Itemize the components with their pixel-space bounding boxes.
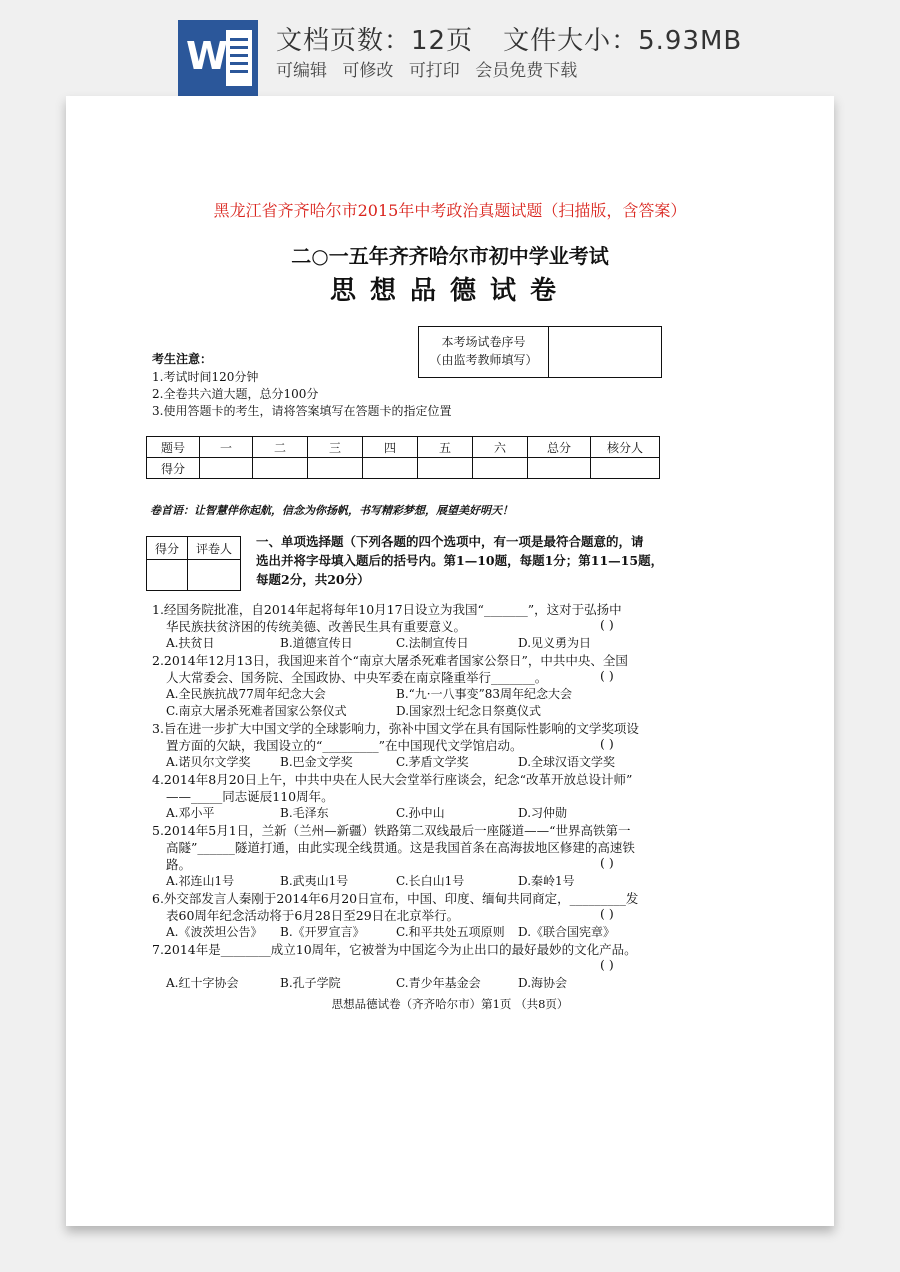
option: D.习仲勋: [518, 806, 568, 820]
exam-subject-title: 思想品德试卷: [329, 276, 570, 306]
option: B.毛泽东: [280, 806, 329, 820]
document-page[interactable]: [66, 96, 834, 1226]
word-icon-letter: W: [186, 34, 228, 78]
option: C.南京大屠杀死难者国家公祭仪式: [166, 704, 347, 718]
document-red-title: 黑龙江省齐齐哈尔市2015年中考政治真题试题（扫描版，含答案）: [213, 201, 687, 220]
notice-item: 2.全卷共六道大题，总分100分: [152, 387, 319, 401]
option: B.巴金文学奖: [280, 755, 353, 769]
question-text: 路。: [166, 857, 192, 872]
option: A.诺贝尔文学奖: [166, 755, 251, 769]
option: D.海协会: [518, 976, 568, 990]
question-text: 4.2014年8月20日上午，中共中央在人民大会堂举行座谈会，纪念“改革开放总设计师”: [152, 772, 633, 787]
option: B.武夷山1号: [280, 874, 349, 888]
score-table: [146, 436, 660, 479]
feature-item: 可修改: [342, 61, 394, 81]
seat-number-box: [418, 326, 662, 378]
question-text: 7.2014年是________成立10周年，它被誉为中国迄今为止出口的最好最妙的文化产品。: [152, 942, 637, 957]
feature-list: [276, 56, 587, 81]
notice-item: 3.使用答题卡的考生，请将答案填写在答题卡的指定位置: [152, 404, 452, 418]
option: C.长白山1号: [396, 874, 465, 888]
option: A.全民族抗战77周年纪念大会: [166, 687, 326, 701]
answer-paren: ( ): [600, 855, 614, 870]
score-header-cell: 核分人: [591, 437, 660, 458]
grader-box: [146, 536, 241, 591]
score-header-cell: 六: [473, 437, 528, 458]
option: C.法制宣传日: [396, 636, 469, 650]
option: B.孔子学院: [280, 976, 341, 990]
seat-label: 本考场试卷序号: [441, 335, 526, 349]
file-size: 文件大小：5.93MB: [503, 26, 743, 56]
option: D.《联合国宪章》: [518, 925, 616, 939]
score-table-header-row: [147, 437, 660, 458]
option: D.全球汉语文学奖: [518, 755, 616, 769]
question-text: 6.外交部发言人秦刚于2014年6月20日宣布，中国、印度、缅甸共同商定，_________发: [152, 891, 639, 906]
notice-heading: 考生注意：: [152, 352, 213, 366]
option: C.孙中山: [396, 806, 445, 820]
option: B.“九·一八事变”83周年纪念大会: [396, 687, 572, 701]
feature-item: 会员免费下载: [475, 61, 578, 81]
option: A.祁连山1号: [166, 874, 235, 888]
option: D.国家烈士纪念日祭奠仪式: [396, 704, 542, 718]
score-row-label: 得分: [147, 458, 200, 479]
doc-info-title: [276, 20, 742, 57]
question-text: 2.2014年12月13日，我国迎来首个“南京大屠杀死难者国家公祭日”，中共中央、全国: [152, 653, 628, 668]
question-text: 1.经国务院批准，自2014年起将每年10月17日设立为我国“_______”，这对于弘扬中: [152, 602, 622, 617]
section-title: 一、单项选择题（下列各题的四个选项中，有一项是最符合题意的，请: [256, 534, 644, 549]
option: A.红十字协会: [166, 976, 239, 990]
score-header-cell: 三: [308, 437, 363, 458]
question-text: 高隧”______隧道打通，由此实现全线贯通。这是我国首条在高海拔地区修建的高速铁: [166, 840, 635, 855]
option: A.扶贫日: [166, 636, 215, 650]
feature-item: 可打印: [408, 61, 460, 81]
answer-paren: ( ): [600, 617, 614, 632]
question-text: 置方面的欠缺，我国设立的“_________”在中国现代文学馆启动。: [166, 738, 523, 753]
exam-motto: 卷首语：让智慧伴你起航，信念为你扬帆，书写精彩梦想，展望美好明天！: [150, 504, 513, 517]
grader-header-cell: 得分: [147, 537, 188, 560]
doc-info-header: [0, 0, 900, 96]
question-text: 3.旨在进一步扩大中国文学的全球影响力，弥补中国文学在具有国际性影响的文学奖项设: [152, 721, 639, 736]
page-footer: 思想品德试卷（齐齐哈尔市）第1页 （共8页）: [331, 997, 569, 1011]
option: B.《开罗宣言》: [280, 925, 365, 939]
option: D.见义勇为日: [518, 636, 592, 650]
question-text: 华民族扶贫济困的传统美德、改善民生具有重要意义。: [166, 619, 467, 634]
option: A.邓小平: [166, 806, 215, 820]
page-count: 文档页数：12页: [276, 26, 474, 56]
exam-title: 二○一五年齐齐哈尔市初中学业考试: [291, 244, 609, 268]
option: C.茅盾文学奖: [396, 755, 469, 769]
answer-paren: ( ): [600, 957, 614, 972]
question-text: 人大常委会、国务院、全国政协、中央军委在南京隆重举行_______。: [166, 670, 548, 685]
option: C.青少年基金会: [396, 976, 481, 990]
feature-item: 可编辑: [276, 61, 327, 81]
question-text: 表60周年纪念活动将于6月28日至29日在北京举行。: [166, 908, 460, 923]
option: D.秦岭1号: [518, 874, 575, 888]
score-table-score-row: [147, 458, 660, 479]
notice-item: 1.考试时间120分钟: [152, 370, 259, 384]
word-document-icon: [178, 20, 258, 96]
seat-label-note: （由监考教师填写）: [429, 353, 538, 367]
score-header-cell: 二: [253, 437, 308, 458]
question-text: 5.2014年5月1日，兰新（兰州—新疆）铁路第二双线最后一座隧道——“世界高铁第一: [152, 823, 631, 838]
score-header-cell: 总分: [528, 437, 591, 458]
section-title: 每题2分，共20分）: [256, 572, 370, 587]
question-text: ——_____同志诞辰110周年。: [166, 789, 334, 804]
option: B.道德宣传日: [280, 636, 353, 650]
answer-paren: ( ): [600, 668, 614, 683]
grader-header-cell: 评卷人: [188, 537, 241, 560]
score-header-cell: 四: [363, 437, 418, 458]
section-title: 选出并将字母填入题后的括号内。第1—10题，每题1分；第11—15题，: [256, 553, 664, 568]
answer-paren: ( ): [600, 736, 614, 751]
score-header-cell: 题号: [147, 437, 200, 458]
option: C.和平共处五项原则: [396, 925, 505, 939]
answer-paren: ( ): [600, 906, 614, 921]
option: A.《波茨坦公告》: [166, 925, 263, 939]
score-header-cell: 一: [200, 437, 253, 458]
score-header-cell: 五: [418, 437, 473, 458]
